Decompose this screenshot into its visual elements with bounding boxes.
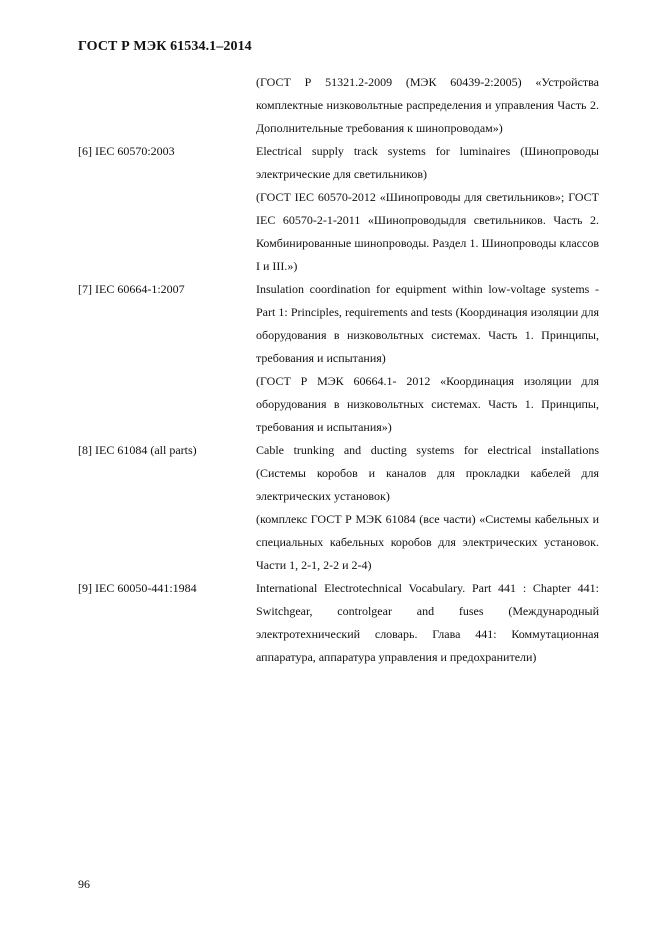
- reference-paragraph: (комплекс ГОСТ Р МЭК 61084 (все части) «Системы кабельных и специальных кабельных коробов для электрических установок. Части 1, 2-1, 2-2 и 2-4): [256, 512, 599, 572]
- reference-9: [78, 577, 599, 669]
- reference-6: [78, 140, 599, 278]
- reference-paragraph: (ГОСТ Р МЭК 60664.1- 2012 «Координация изоляции для оборудования в низковольтных системах. Часть 1. Принципы, требования и испытания»): [256, 374, 599, 434]
- reference-paragraph: Cable trunking and ducting systems for electrical installations (Системы коробов и каналов для прокладки кабелей для электрических установок): [256, 443, 599, 503]
- page-number: 96: [78, 877, 90, 891]
- reference-id: [7] IEC 60664-1:2007: [78, 282, 185, 296]
- reference-paragraph: Electrical supply track systems for luminaires (Шинопроводы электрические для светильников): [256, 144, 599, 181]
- reference-id: [9] IEC 60050-441:1984: [78, 581, 197, 595]
- document-header: ГОСТ Р МЭК 61534.1–2014: [78, 39, 252, 54]
- reference-continuation: [78, 71, 599, 140]
- reference-paragraph: (ГОСТ Р 51321.2-2009 (МЭК 60439-2:2005) «Устройства комплектные низковольтные распределения и управления Часть 2. Дополнительные требования к шинопроводам»): [256, 75, 599, 135]
- reference-7: [78, 278, 599, 439]
- bibliography: [78, 71, 599, 669]
- reference-paragraph: (ГОСТ IEC 60570-2012 «Шинопроводы для светильников»; ГОСТ IEC 60570-2-1-2011 «Шинопроводыдля светильников. Часть 2. Комбинированные шинопроводы. Раздел 1. Шинопроводы классов I и III.»): [256, 190, 599, 273]
- reference-id: [6] IEC 60570:2003: [78, 144, 175, 158]
- reference-id: [8] IEC 61084 (all parts): [78, 443, 197, 457]
- reference-paragraph: Insulation coordination for equipment within low-voltage systems - Part 1: Principles, requirements and tests (Координация изоляции для оборудования в низковольтных системах. Часть 1. Принципы, требования и испытания): [256, 282, 599, 365]
- reference-paragraph: International Electrotechnical Vocabulary. Part 441 : Chapter 441: Switchgear, controlgear and fuses (Международный электротехнический словарь. Глава 441: Коммутационная аппаратура, аппаратура управления и предохранители): [256, 581, 599, 664]
- reference-8: [78, 439, 599, 577]
